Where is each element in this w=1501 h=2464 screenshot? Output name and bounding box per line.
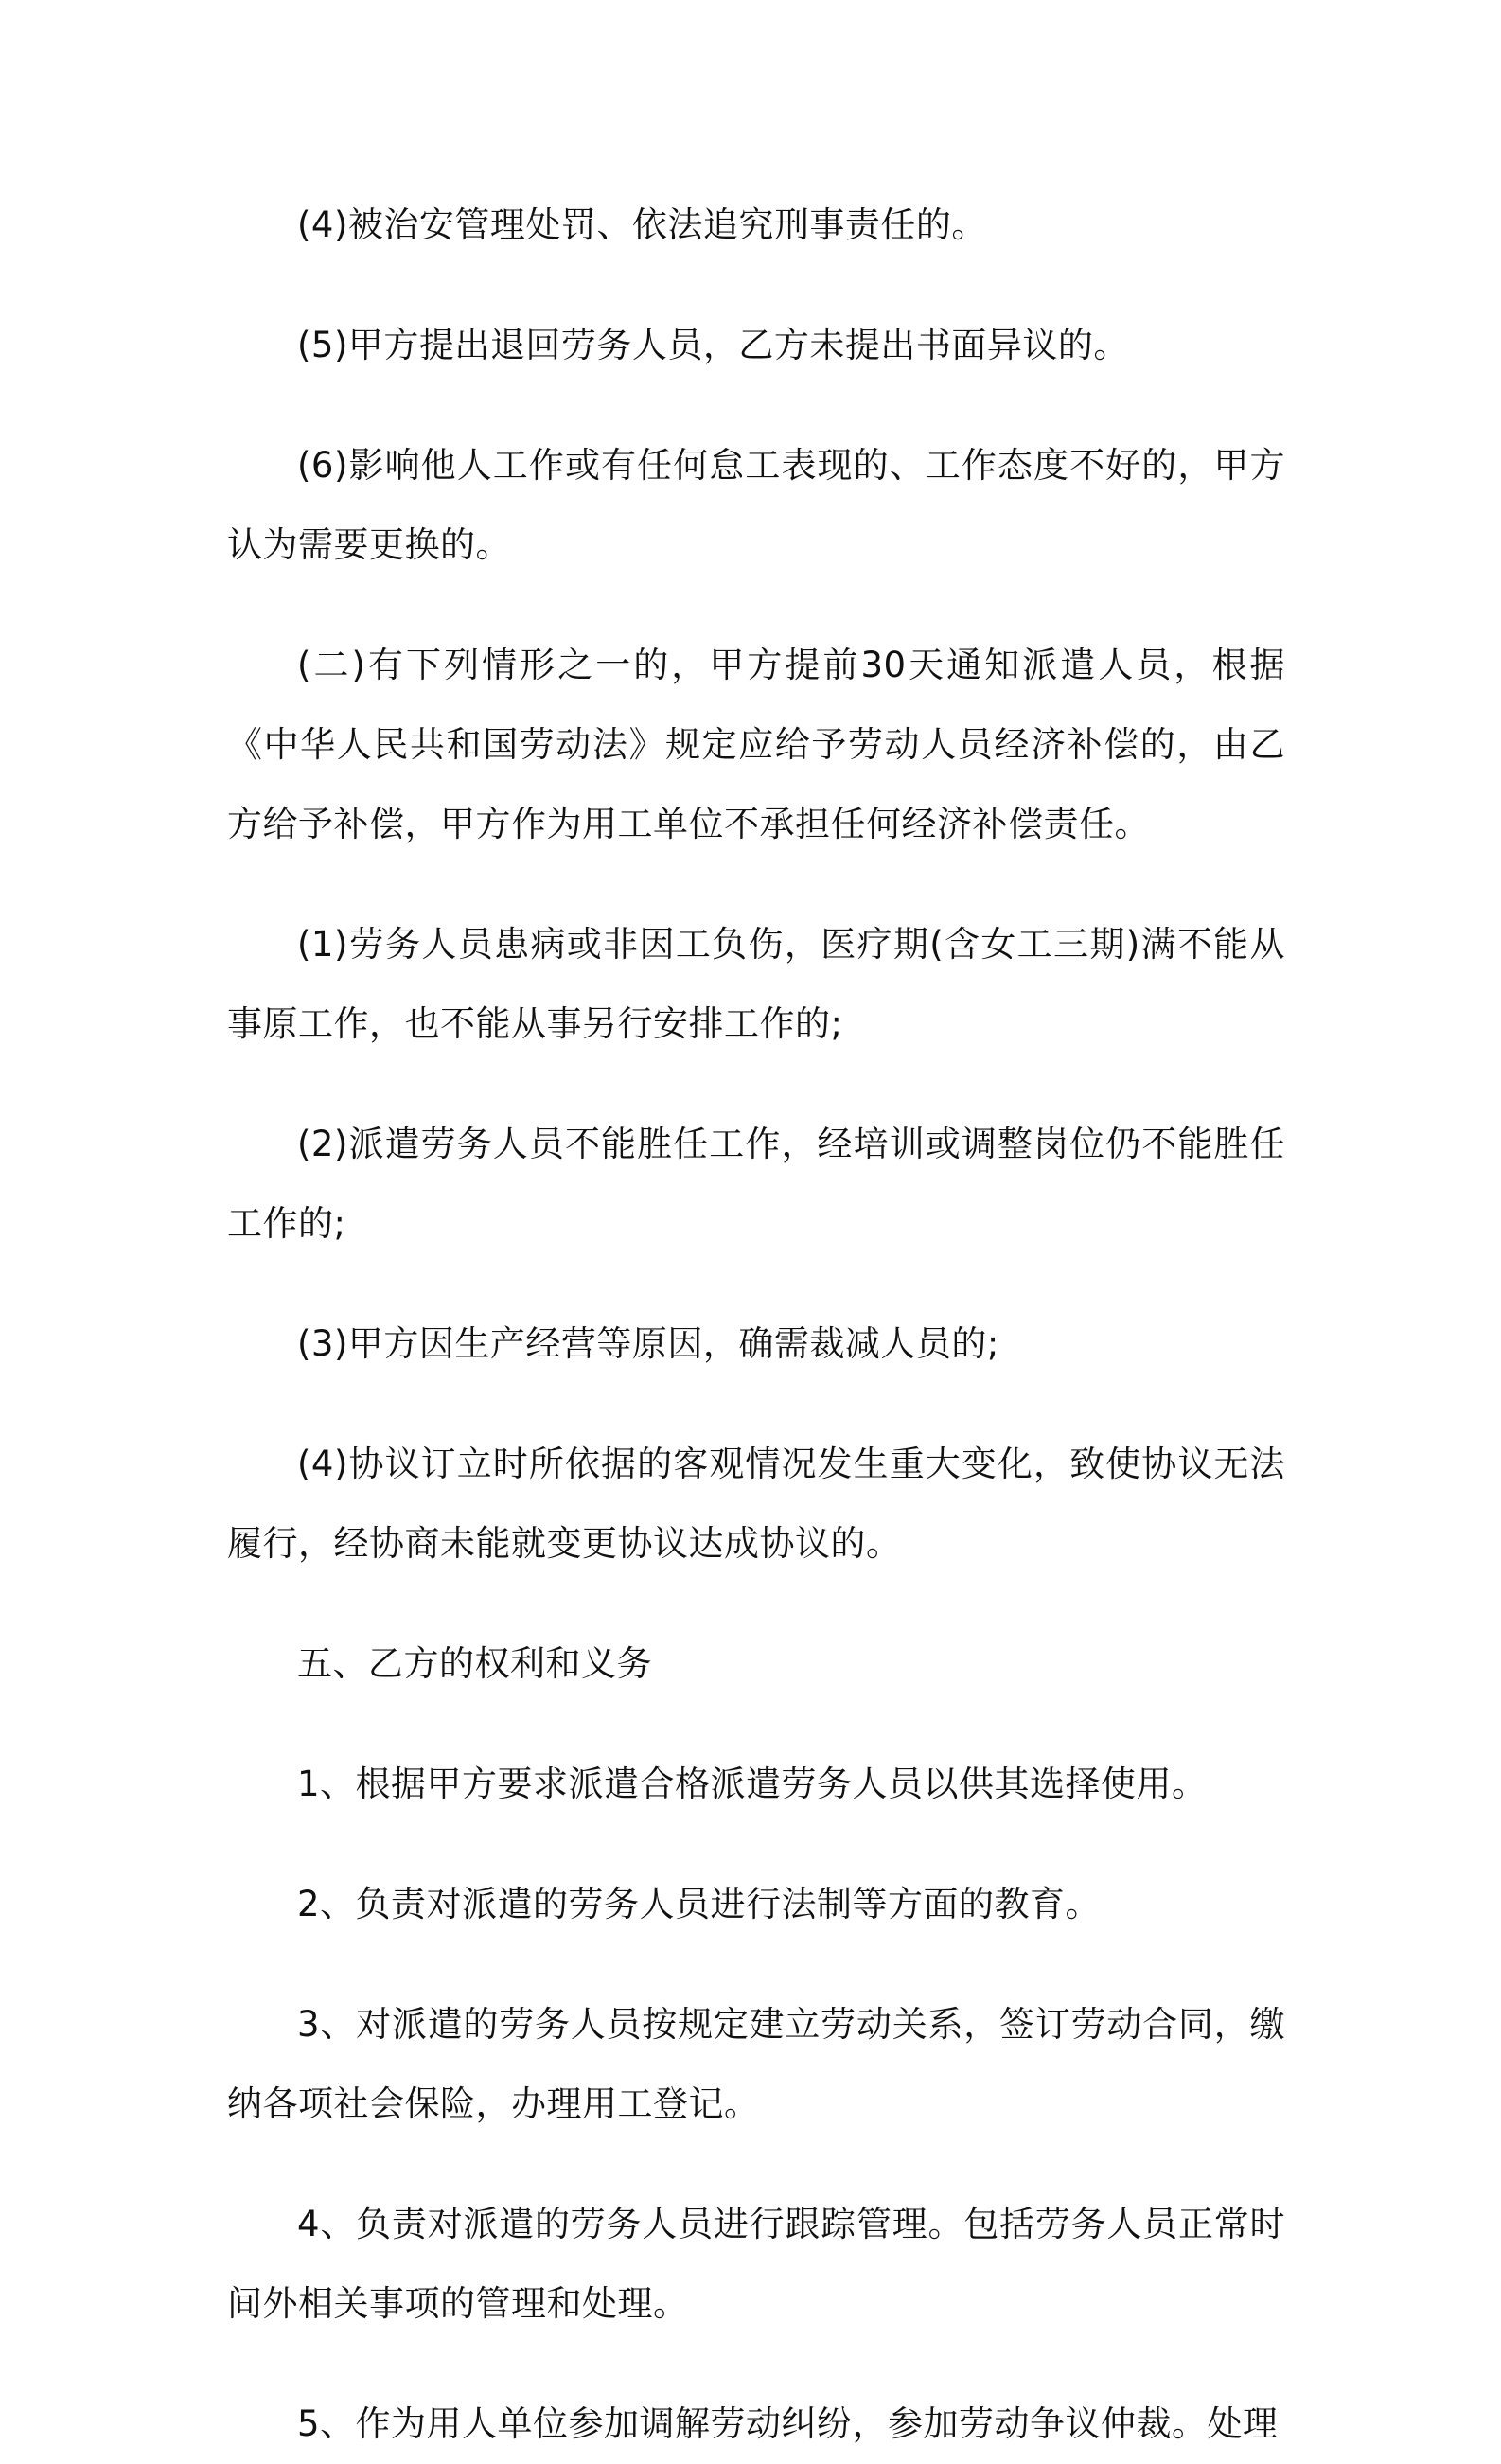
paragraph: (1)劳务人员患病或非因工负伤，医疗期(含女工三期)满不能从事原工作，也不能从事另行安排工作的; [227, 924, 1285, 1044]
section-heading: 五、乙方的权利和义务 [297, 1643, 652, 1684]
paragraph: (4)被治安管理处罚、依法追究刑事责任的。 [297, 204, 987, 245]
paragraph: 5、作为用人单位参加调解劳动纠纷，参加劳动争议仲裁。处理 [297, 2403, 1279, 2444]
paragraph: (2)派遣劳务人员不能胜任工作，经培训或调整岗位仍不能胜任工作的; [227, 1124, 1285, 1244]
paragraph: (4)协议订立时所依据的客观情况发生重大变化，致使协议无法履行，经协商未能就变更协议达成协议的。 [227, 1444, 1285, 1564]
paragraph: 4、负责对派遣的劳务人员进行跟踪管理。包括劳务人员正常时间外相关事项的管理和处理。 [227, 2204, 1285, 2324]
paragraph: (二)有下列情形之一的，甲方提前30天通知派遣人员，根据《中华人民共和国劳动法》规定应给予劳动人员经济补偿的，由乙方给予补偿，甲方作为用工单位不承担任何经济补偿责任。 [227, 645, 1285, 844]
paragraph: 3、对派遣的劳务人员按规定建立劳动关系，签订劳动合同，缴纳各项社会保险，办理用工登记。 [227, 2004, 1285, 2124]
paragraph: (6)影响他人工作或有任何怠工表现的、工作态度不好的，甲方认为需要更换的。 [227, 445, 1285, 565]
document-body [227, 186, 1285, 2464]
paragraph: 2、负责对派遣的劳务人员进行法制等方面的教育。 [297, 1884, 1102, 1924]
paragraph: 1、根据甲方要求派遣合格派遣劳务人员以供其选择使用。 [297, 1764, 1208, 1804]
paragraph: (5)甲方提出退回劳务人员，乙方未提出书面异议的。 [297, 325, 1129, 365]
paragraph: (3)甲方因生产经营等原因，确需裁减人员的; [297, 1323, 999, 1364]
